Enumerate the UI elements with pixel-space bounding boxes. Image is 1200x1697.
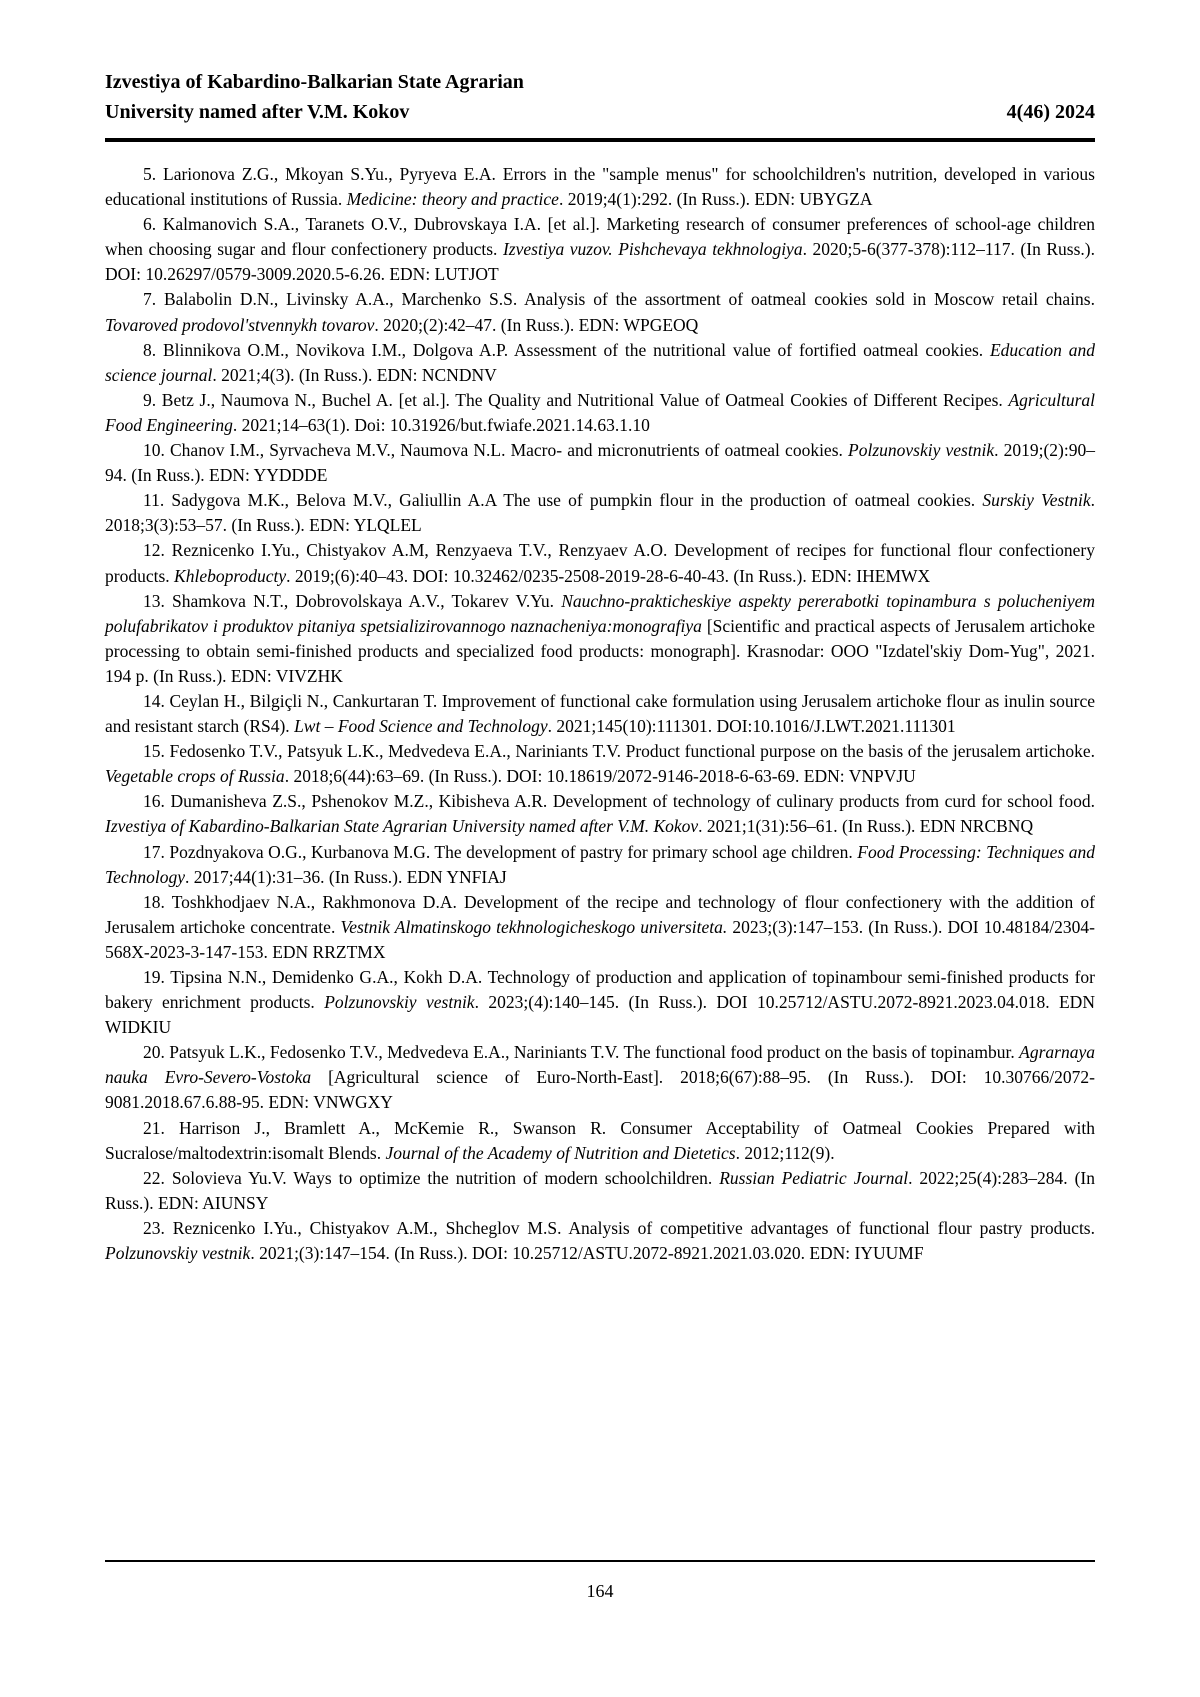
reference-text: . 2019;(2):90–94. (In Russ.). EDN: YYDDDE [105,440,1095,486]
reference-text: . 2020;(2):42–47. (In Russ.). EDN: WPGEOQ [374,314,699,335]
reference-text: 6. Kalmanovich S.A., Taranets O.V., Dubrovskaya I.A. [et al.]. Marketing research of consumer preferences of school-age children when choosing sugar and flour confectionery products. [105,214,1095,260]
journal-title-line1: Izvestiya of Kabardino-Balkarian State Agrarian [105,71,524,93]
reference-source-italic: Medicine: theory and practice [346,189,559,210]
reference-source-italic: Journal of the Academy of Nutrition and Dietetics [385,1142,736,1163]
reference-text: 8. Blinnikova O.M., Novikova I.M., Dolgova A.P. Assessment of the nutritional value of fortified oatmeal cookies. [143,339,990,360]
reference-item [105,840,1095,890]
reference-item [105,1166,1095,1216]
reference-item [105,538,1095,588]
reference-text: 13. Shamkova N.T., Dobrovolskaya A.V., Tokarev V.Yu. [143,590,562,611]
reference-text: . 2021;4(3). (In Russ.). EDN: NCNDNV [212,364,497,385]
reference-text: . 2019;4(1):292. (In Russ.). EDN: UBYGZA [558,189,873,210]
reference-text: 20. Patsyuk L.K., Fedosenko T.V., Medvedeva E.A., Nariniants T.V. The functional food product on the basis of topinambur. [143,1042,1020,1063]
reference-item [105,338,1095,388]
footer-rule [105,1560,1095,1562]
reference-item [105,890,1095,965]
reference-source-italic: Surskiy Vestnik [982,490,1091,511]
reference-text: . 2021;(3):147–154. (In Russ.). DOI: 10.25712/ASTU.2072-8921.2021.03.020. EDN: IYUUMF [250,1243,924,1264]
page-number: 164 [586,1581,614,1601]
reference-text: 15. Fedosenko T.V., Patsyuk L.K., Medvedeva E.A., Nariniants T.V. Product functional purpose on the basis of the jerusalem artichoke. [143,741,1095,762]
reference-item [105,388,1095,438]
reference-source-italic: Agricultural Food Engineering [105,389,1095,435]
reference-text: . 2021;145(10):111301. DOI:10.1016/J.LWT.2021.111301 [547,716,956,737]
reference-text: . 2017;44(1):31–36. (In Russ.). EDN YNFIAJ [185,866,507,887]
reference-source-italic: Nauchno-prakticheskiye aspekty pererabotki topinambura s polucheniyem polufabrikatov i produktov pitaniya spetsializirovannogo naznacheniya:monografiya [105,590,1095,636]
reference-text: 22. Solovieva Yu.V. Ways to optimize the nutrition of modern schoolchildren. [143,1167,720,1188]
reference-item [105,689,1095,739]
reference-text: . 2022;25(4):283–284. (In Russ.). EDN: AIUNSY [105,1167,1095,1213]
reference-text: . 2021;14–63(1). Doi: 10.31926/but.fwiafe.2021.14.63.1.10 [232,414,650,435]
reference-text: 16. Dumanisheva Z.S., Pshenokov M.Z., Kibisheva A.R. Development of technology of culinary products from curd for school food. [143,791,1095,812]
reference-source-italic: Vegetable crops of Russia [105,766,285,787]
reference-text: . 2019;(6):40–43. DOI: 10.32462/0235-2508-2019-28-6-40-43. (In Russ.). EDN: IHEMWX [286,565,931,586]
reference-text: 17. Pozdnyakova O.G., Kurbanova M.G. The development of pastry for primary school age children. [143,841,858,862]
reference-item [105,589,1095,689]
reference-text: 18. Toshkhodjaev N.A., Rakhmonova D.A. Development of the recipe and technology of flour confectionery with the addition of Jerusalem artichoke concentrate. [105,891,1095,937]
references-list [105,162,1095,1266]
reference-source-italic: Polzunovskiy vestnik [848,440,995,461]
reference-item [105,1116,1095,1166]
reference-text: . 2020;5-6(377-378):112–117. (In Russ.). DOI: 10.26297/0579-3009.2020.5-6.26. EDN: LUTJOT [105,239,1095,285]
reference-item [105,287,1095,337]
reference-text: 14. Ceylan H., Bilgiçli N., Cankurtaran T. Improvement of functional cake formulation using Jerusalem artichoke flour as inulin source and resistant starch (RS4). [105,690,1095,737]
reference-source-italic: Khleboproducty [174,565,287,586]
reference-text: [Scientific and practical aspects of Jerusalem artichoke processing to obtain semi-finished products and specialized food products: monograph]. Krasnodar: OOO "Izdatel'skiy Dom-Yug", 2021. 194 p. (In Russ.). EDN: VIVZHK [105,615,1095,686]
reference-item [105,438,1095,488]
reference-source-italic: Food Processing: Techniques and Technology [105,841,1095,887]
reference-text: 10. Chanov I.M., Syrvacheva M.V., Naumova N.L. Macro- and micronutrients of oatmeal cookies. [143,440,849,461]
reference-source-italic: Polzunovskiy vestnik [105,1243,251,1264]
journal-header [105,0,1095,142]
reference-text: 19. Tipsina N.N., Demidenko G.A., Kokh D.A. Technology of production and application of topinambour semi-finished products for bakery enrichment products. [105,967,1095,1013]
reference-item [105,1216,1095,1266]
reference-item [105,965,1095,1040]
reference-source-italic: Lwt – Food Science and Technology [294,716,548,737]
reference-item [105,488,1095,538]
journal-title-line2: University named after V.M. Kokov [105,101,410,123]
reference-text: 2023;(3):147–153. (In Russ.). DOI 10.48184/2304-568X-2023-3-147-153. EDN RRZTMX [105,916,1096,962]
reference-source-italic: Agrarnaya nauka Evro-Severo-Vostoka [105,1042,1095,1088]
reference-text: 12. Reznicenko I.Yu., Chistyakov A.M, Renzyaeva T.V., Renzyaev A.O. Development of recipes for functional flour confectionery products. [105,540,1095,586]
reference-source-italic: Education and science journal [105,339,1095,385]
reference-text: . 2018;3(3):53–57. (In Russ.). EDN: YLQLEL [105,490,1095,536]
reference-text: 23. Reznicenko I.Yu., Chistyakov A.M., Shcheglov M.S. Analysis of competitive advantages of functional flour pastry products. [143,1217,1095,1238]
reference-source-italic: Polzunovskiy vestnik [324,992,475,1013]
reference-item [105,1040,1095,1115]
reference-item [105,739,1095,789]
reference-source-italic: Vestnik Almatinskogo tekhnologicheskogo universiteta. [340,916,728,937]
reference-source-italic: Izvestiya vuzov. Pishchevaya tekhnologiya [502,239,803,260]
reference-item [105,162,1095,212]
reference-item [105,789,1095,839]
reference-item [105,212,1095,287]
reference-text: [Agricultural science of Euro-North-East]. 2018;6(67):88–95. (In Russ.). DOI: 10.30766/2072-9081.2018.67.6.88-95. EDN: VNWGXY [105,1067,1095,1113]
reference-text: . 2023;(4):140–145. (In Russ.). DOI 10.25712/ASTU.2072-8921.2023.04.018. EDN WIDKIU [105,992,1095,1038]
reference-text: 9. Betz J., Naumova N., Buchel A. [et al.]. The Quality and Nutritional Value of Oatmeal Cookies of Different Recipes. [143,389,1009,410]
reference-text: . 2021;1(31):56–61. (In Russ.). EDN NRCBNQ [698,816,1034,837]
reference-text: 7. Balabolin D.N., Livinsky A.A., Marchenko S.S. Analysis of the assortment of oatmeal cookies sold in Moscow retail chains. [143,289,1095,310]
reference-source-italic: Russian Pediatric Journal [719,1167,909,1188]
reference-source-italic: Izvestiya of Kabardino-Balkarian State Agrarian University named after V.M. Kokov [105,816,699,837]
reference-text: . 2018;6(44):63–69. (In Russ.). DOI: 10.18619/2072-9146-2018-6-63-69. EDN: VNPVJU [284,766,916,787]
reference-text: 11. Sadygova M.K., Belova M.V., Galiullin A.A The use of pumpkin flour in the production of oatmeal cookies. [143,490,983,511]
header-rule [105,138,1095,142]
reference-text: 5. Larionova Z.G., Mkoyan S.Yu., Pyryeva E.A. Errors in the "sample menus" for schoolchildren's nutrition, developed in various educational institutions of Russia. [105,164,1095,210]
reference-text: . 2012;112(9). [735,1142,835,1163]
reference-text: 21. Harrison J., Bramlett A., McKemie R., Swanson R. Consumer Acceptability of Oatmeal Cookies Prepared with Sucralose/maltodextrin:isomalt Blends. [105,1117,1095,1163]
issue-number: 4(46) 2024 [1006,101,1095,123]
reference-source-italic: Tovaroved prodovol'stvennykh tovarov [105,314,375,335]
